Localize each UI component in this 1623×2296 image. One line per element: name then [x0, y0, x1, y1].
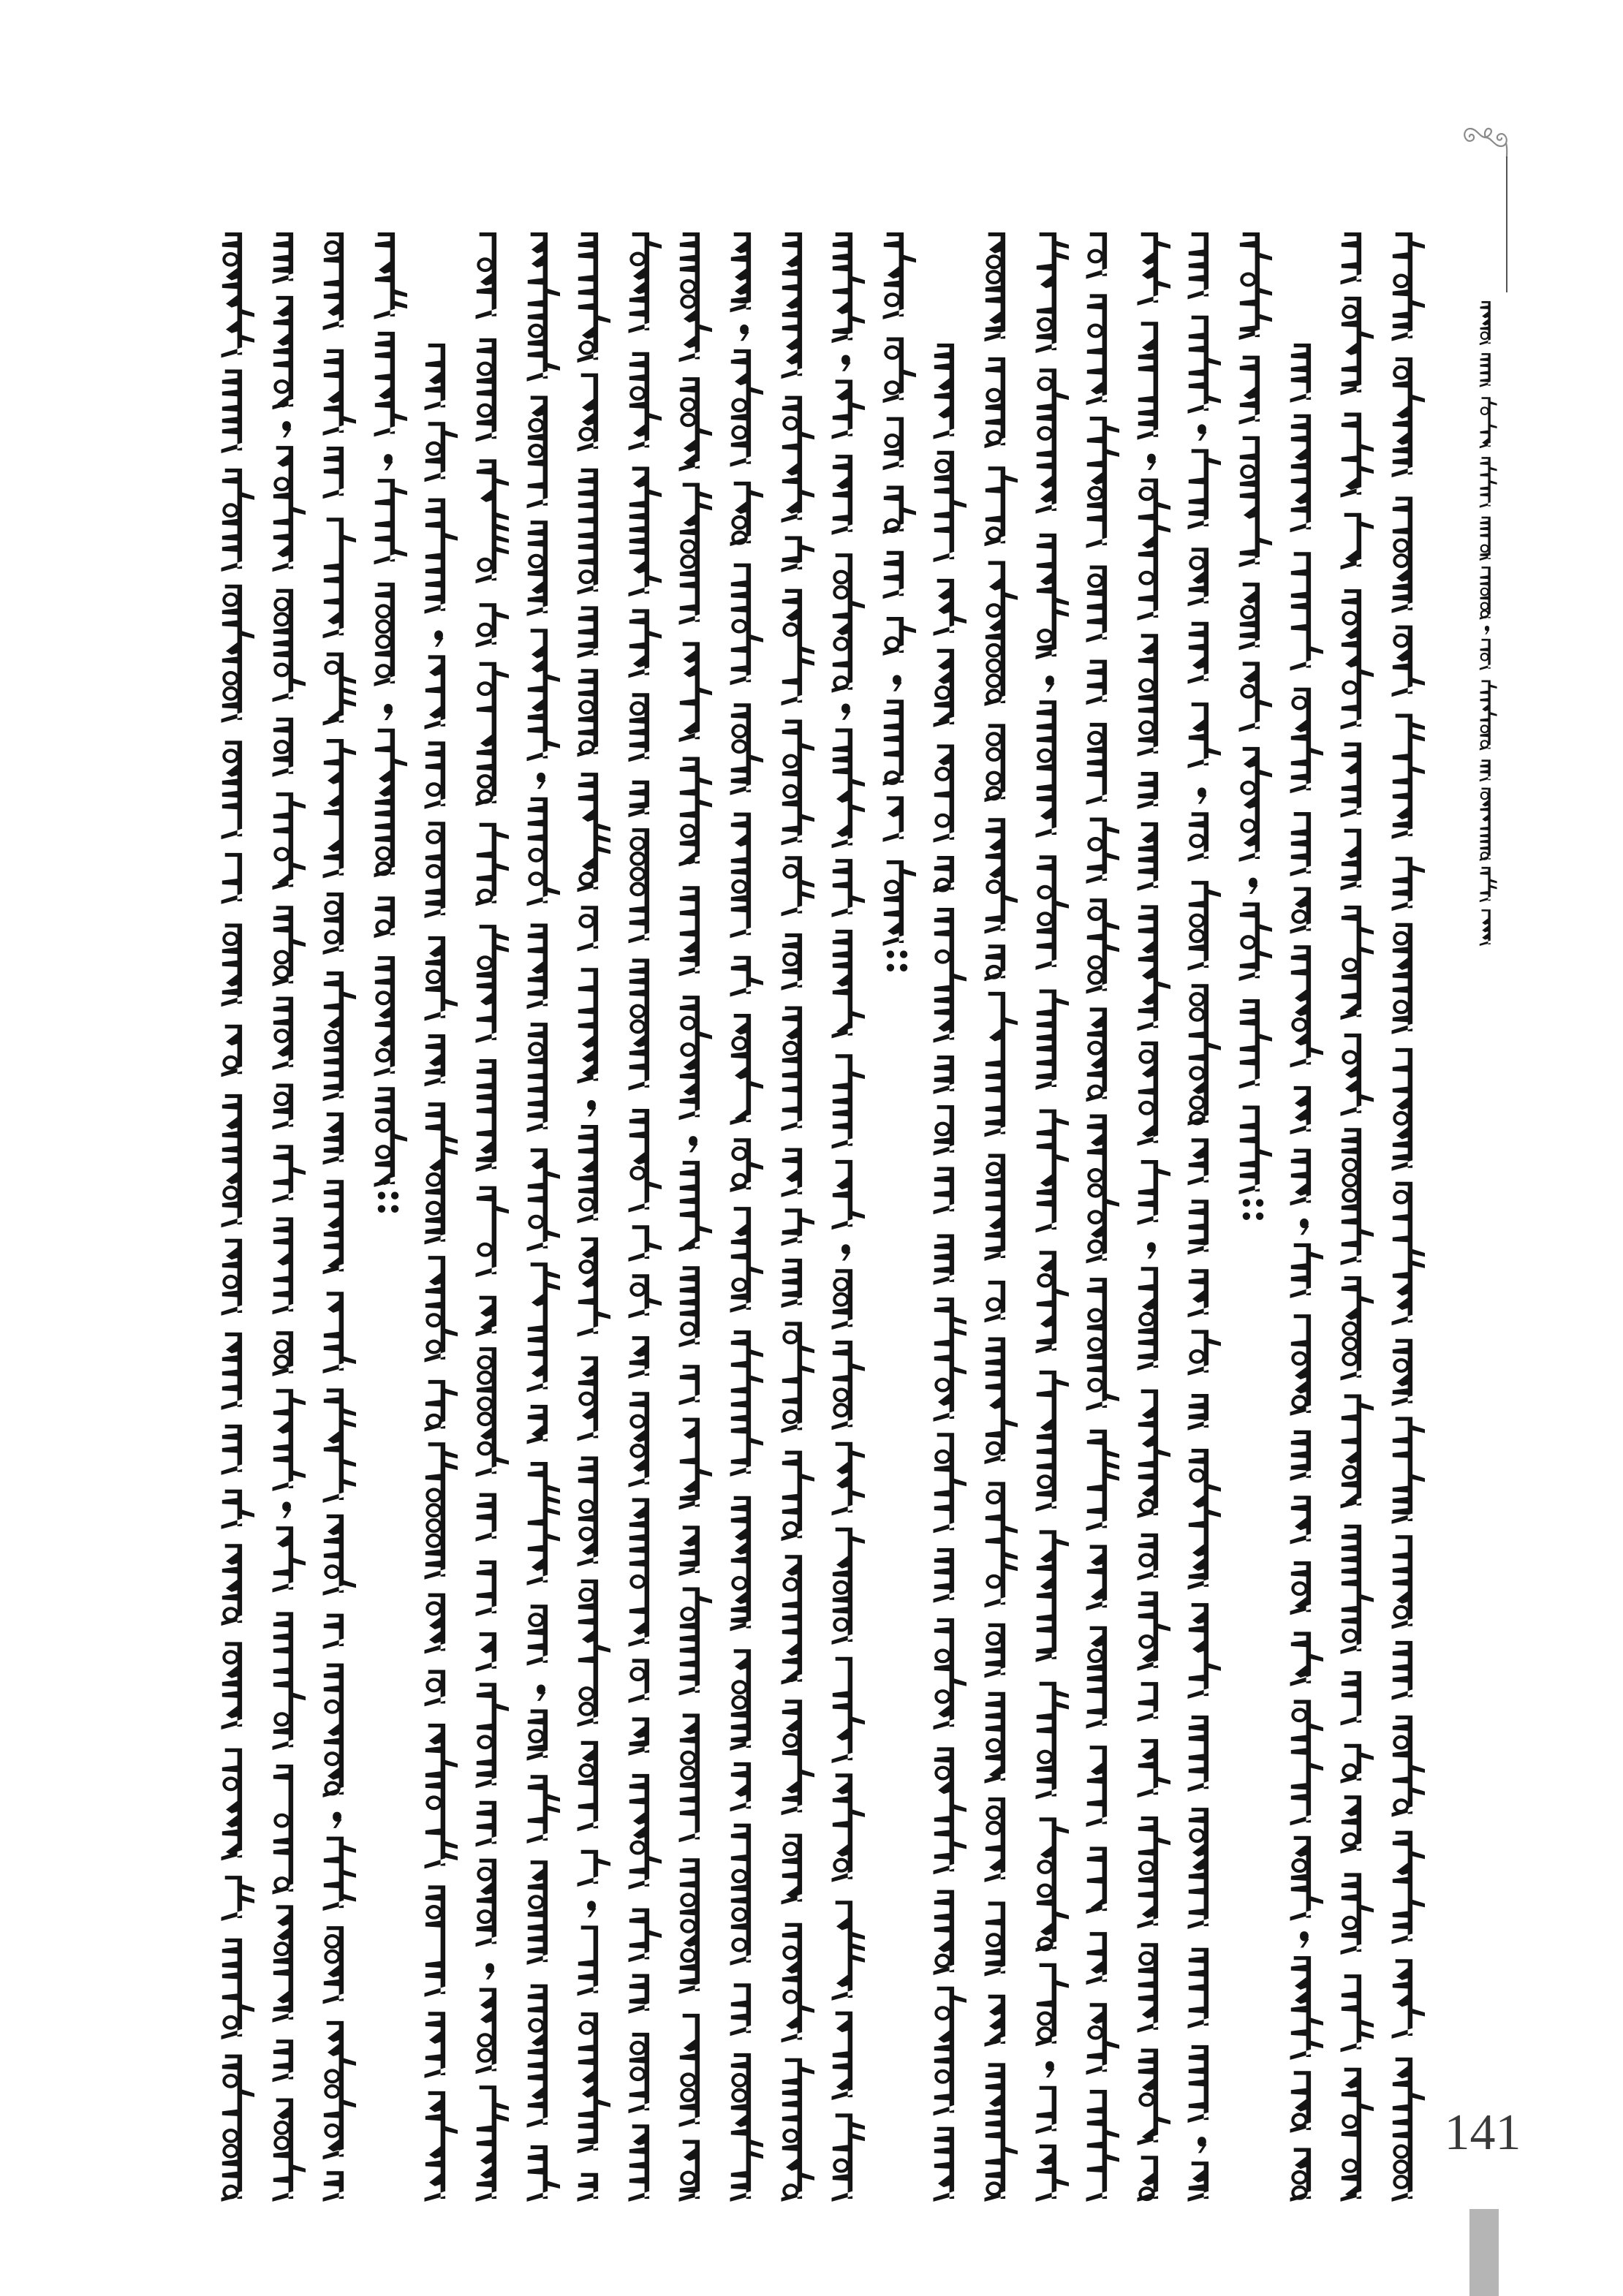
- thumb-tab: [1469, 2209, 1499, 2296]
- running-header-text: [1480, 301, 1497, 946]
- page-number: 141: [1444, 2104, 1521, 2161]
